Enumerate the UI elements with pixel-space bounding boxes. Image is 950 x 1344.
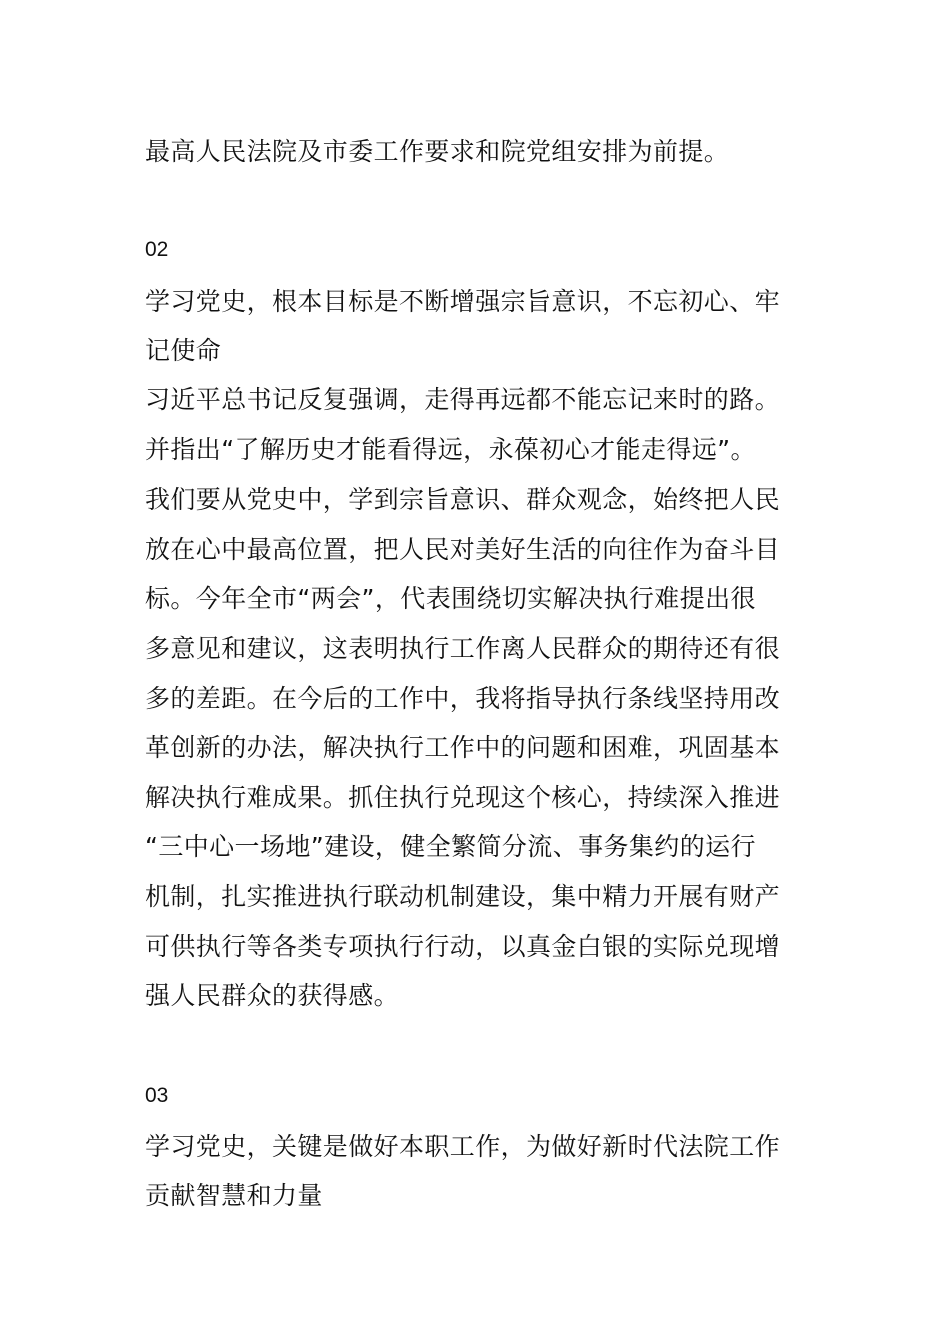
body-line: 可供执行等各类专项执行行动，以真金白银的实际兑现增 [145, 932, 781, 961]
body-line: 放在心中最高位置，把人民对美好生活的向往作为奋斗目 [145, 535, 781, 564]
heading-line: 贡献智慧和力量 [145, 1181, 323, 1210]
body-line: 强人民群众的获得感。 [145, 981, 400, 1010]
section-number-03: 03 [145, 1084, 169, 1107]
body-line: 我们要从党史中，学到宗旨意识、群众观念，始终把人民 [145, 485, 781, 514]
body-line: 习近平总书记反复强调，走得再远都不能忘记来时的路。 [145, 385, 781, 414]
heading-line: 学习党史，关键是做好本职工作，为做好新时代法院工作 [145, 1132, 781, 1161]
intro-paragraph-line: 最高人民法院及市委工作要求和院党组安排为前提。 [145, 137, 730, 166]
heading-line: 学习党史，根本目标是不断增强宗旨意识，不忘初心、牢 [145, 287, 781, 316]
body-line: 机制，扎实推进执行联动机制建设，集中精力开展有财产 [145, 882, 781, 911]
body-line: 标。今年全市“两会”，代表围绕切实解决执行难提出很 [145, 584, 756, 613]
body-line: 解决执行难成果。抓住执行兑现这个核心，持续深入推进 [145, 783, 781, 812]
body-line: 多的差距。在今后的工作中，我将指导执行条线坚持用改 [145, 684, 781, 713]
body-line: “三中心一场地”建设，健全繁简分流、事务集约的运行 [145, 832, 756, 861]
body-line: 多意见和建议，这表明执行工作离人民群众的期待还有很 [145, 634, 781, 663]
section-number-02: 02 [145, 238, 169, 261]
body-line: 革创新的办法，解决执行工作中的问题和困难，巩固基本 [145, 733, 781, 762]
body-line: 并指出“了解历史才能看得远，永葆初心才能走得远”。 [145, 435, 756, 464]
heading-line: 记使命 [145, 336, 222, 365]
